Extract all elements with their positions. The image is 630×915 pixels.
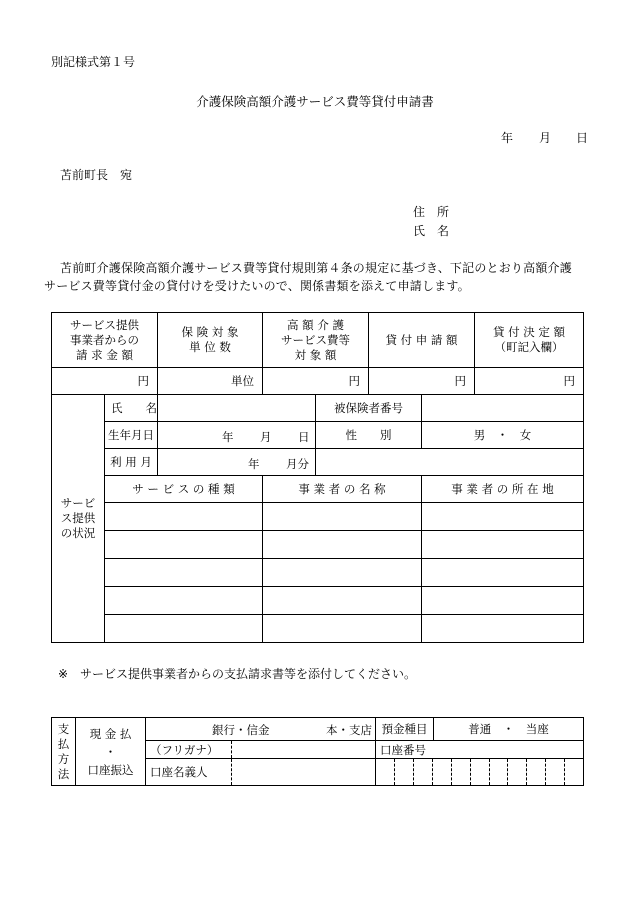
name-field[interactable] xyxy=(158,395,316,422)
application-table xyxy=(51,312,584,643)
provider-name-cell[interactable] xyxy=(263,531,422,559)
form-number: 別記様式第１号 xyxy=(51,55,136,69)
service-row xyxy=(52,587,584,615)
service-type-cell[interactable] xyxy=(105,503,263,531)
payment-options[interactable]: 現 金 払 ・ 口座振込 xyxy=(76,718,146,786)
provider-address-cell[interactable] xyxy=(422,587,584,615)
account-holder-field[interactable] xyxy=(232,759,376,786)
furigana-label: （フリガナ） xyxy=(146,741,232,759)
header-claim-amount: サービス提供 事業者からの 請 求 金 額 xyxy=(52,313,158,368)
birthdate-label: 生年月日 xyxy=(105,422,158,449)
date-month: 月 xyxy=(539,131,552,145)
loan-request-field[interactable]: 円 xyxy=(369,368,475,395)
digit-box xyxy=(451,759,470,785)
attachment-note: ※ サービス提供事業者からの支払請求書等を添付してください。 xyxy=(58,667,417,681)
payment-table xyxy=(51,717,584,786)
applicant-name-label: 氏 名 xyxy=(413,224,450,238)
provider-name-cell[interactable] xyxy=(263,503,422,531)
insured-number-field[interactable] xyxy=(422,395,584,422)
digit-box xyxy=(413,759,432,785)
digit-box xyxy=(526,759,545,785)
service-type-header: サ ー ビ ス の 種 類 xyxy=(105,476,263,503)
digit-box xyxy=(470,759,489,785)
target-amount-field[interactable]: 円 xyxy=(263,368,369,395)
bank-label: 銀行・信金 xyxy=(212,723,270,737)
service-row xyxy=(52,531,584,559)
deposit-type-options[interactable]: 普通 ・ 当座 xyxy=(434,718,584,741)
service-status-label: サービ ス提供 の状況 xyxy=(52,395,105,643)
payment-method-label: 支 払 方 法 xyxy=(52,718,76,786)
branch-label: 本・支店 xyxy=(326,723,372,737)
service-type-cell[interactable] xyxy=(105,615,263,643)
addressee: 苫前町長 宛 xyxy=(60,168,133,182)
digit-box xyxy=(489,759,508,785)
provider-address-cell[interactable] xyxy=(422,503,584,531)
usage-year-unit: 年 xyxy=(248,457,260,471)
provider-address-cell[interactable] xyxy=(422,615,584,643)
provider-name-cell[interactable] xyxy=(263,559,422,587)
provider-address-cell[interactable] xyxy=(422,559,584,587)
digit-box xyxy=(564,759,583,785)
provider-name-header: 事 業 者 の 名 称 xyxy=(263,476,422,503)
account-number-field[interactable] xyxy=(376,759,584,786)
service-row xyxy=(52,503,584,531)
service-row xyxy=(52,615,584,643)
applicant-address-label: 住 所 xyxy=(413,205,450,219)
usage-month-label: 利 用 月 xyxy=(105,449,158,476)
header-loan-decision: 貸 付 決 定 額 （町記入欄） xyxy=(475,313,584,368)
provider-address-cell[interactable] xyxy=(422,531,584,559)
digit-box xyxy=(507,759,526,785)
header-target-amount: 高 額 介 護 サービス費等 対 象 額 xyxy=(263,313,369,368)
account-holder-label: 口座名義人 xyxy=(146,759,232,786)
document-title: 介護保険高額介護サービス費等貸付申請書 xyxy=(196,94,434,109)
account-number-label: 口座番号 xyxy=(376,741,584,759)
usage-month-unit: 月分 xyxy=(286,457,309,471)
birthdate-day-unit: 日 xyxy=(298,430,310,444)
bank-field[interactable] xyxy=(146,718,376,741)
service-type-cell[interactable] xyxy=(105,587,263,615)
furigana-field[interactable] xyxy=(232,741,376,759)
sex-options[interactable]: 男 ・ 女 xyxy=(422,422,584,449)
header-insured-units: 保 険 対 象 単 位 数 xyxy=(158,313,263,368)
date-year: 年 xyxy=(501,131,514,145)
date-day: 日 xyxy=(576,131,589,145)
name-label: 氏 名 xyxy=(105,395,158,422)
birthdate-month-unit: 月 xyxy=(260,430,272,444)
provider-address-header: 事 業 者 の 所 在 地 xyxy=(422,476,584,503)
deposit-type-label: 預金種目 xyxy=(376,718,434,741)
usage-month-field[interactable] xyxy=(158,449,316,476)
service-row xyxy=(52,559,584,587)
digit-box xyxy=(394,759,413,785)
sex-label: 性 別 xyxy=(316,422,422,449)
digit-box xyxy=(545,759,564,785)
claim-amount-field[interactable]: 円 xyxy=(52,368,158,395)
birthdate-field[interactable] xyxy=(158,422,316,449)
digit-box xyxy=(432,759,451,785)
insured-units-field[interactable]: 単位 xyxy=(158,368,263,395)
provider-name-cell[interactable] xyxy=(263,615,422,643)
service-type-cell[interactable] xyxy=(105,531,263,559)
service-type-cell[interactable] xyxy=(105,559,263,587)
header-loan-request: 貸 付 申 請 額 xyxy=(369,313,475,368)
birthdate-year-unit: 年 xyxy=(222,430,234,444)
body-text-line-2: サービス費等貸付金の貸付けを受けたいので、関係書類を添えて申請します。 xyxy=(44,279,470,293)
provider-name-cell[interactable] xyxy=(263,587,422,615)
loan-decision-field[interactable]: 円 xyxy=(475,368,584,395)
insured-number-label: 被保険者番号 xyxy=(316,395,422,422)
usage-month-blank xyxy=(316,449,584,476)
body-text-line-1: 苫前町介護保険高額介護サービス費等貸付規則第４条の規定に基づき、下記のとおり高額介護 xyxy=(60,261,572,275)
